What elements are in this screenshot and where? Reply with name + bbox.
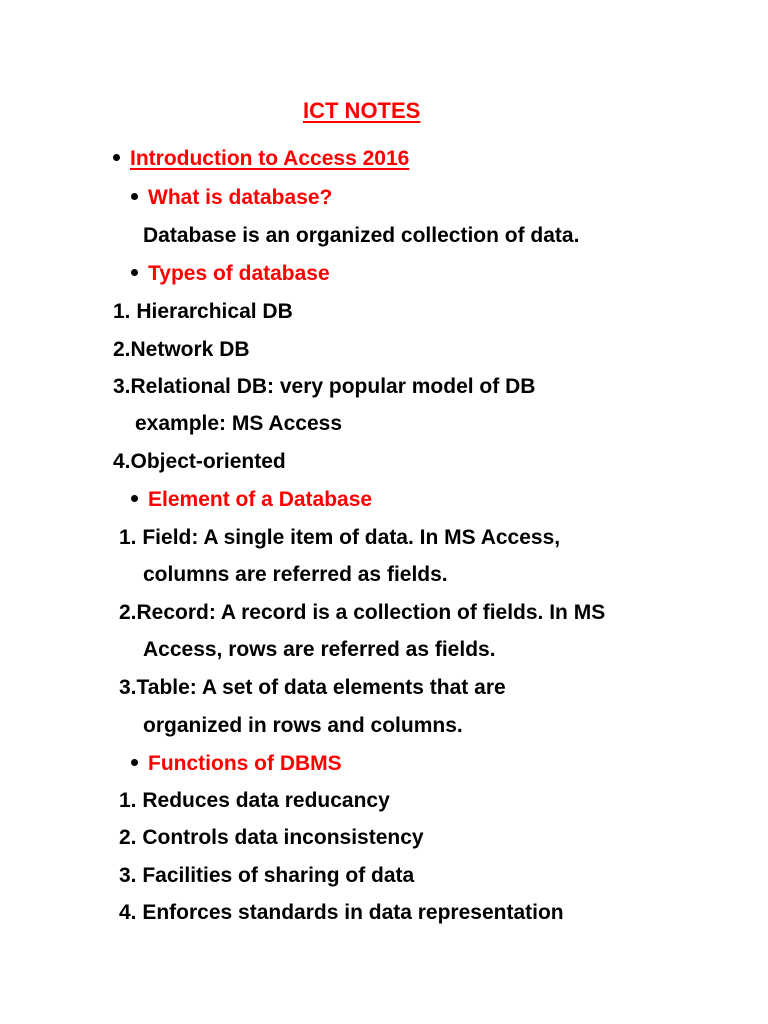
list-item: 1. Field: A single item of data. In MS Access,	[119, 526, 561, 549]
subheading-functions	[131, 751, 342, 777]
subheading-functions-label: Functions of DBMS	[148, 752, 342, 775]
bullet-icon	[131, 193, 138, 200]
list-item: 4. Enforces standards in data representation	[119, 901, 564, 924]
list-item-continuation: organized in rows and columns.	[143, 714, 463, 737]
subheading-what-is-database	[131, 185, 332, 211]
section-introduction-label: Introduction to Access 2016	[130, 147, 410, 170]
bullet-icon	[131, 495, 138, 502]
list-item: 2.Record: A record is a collection of fields. In MS	[119, 601, 606, 624]
bullet-icon	[131, 759, 138, 766]
list-item-continuation: Access, rows are referred as fields.	[143, 638, 496, 661]
list-item: 4.Object-oriented	[113, 450, 286, 473]
list-item: 3.Table: A set of data elements that are	[119, 676, 506, 699]
list-item: 1. Reduces data reducancy	[119, 789, 390, 812]
list-item: 2.Network DB	[113, 338, 250, 361]
definition-text: Database is an organized collection of data.	[143, 224, 580, 247]
subheading-elements-label: Element of a Database	[148, 488, 373, 511]
subheading-elements	[131, 487, 372, 513]
page-title: ICT NOTES	[303, 98, 421, 123]
list-item: 3.Relational DB: very popular model of DB	[113, 375, 536, 398]
section-introduction	[113, 146, 409, 172]
subheading-types-label: Types of database	[148, 262, 330, 285]
list-item: 3. Facilities of sharing of data	[119, 864, 415, 887]
subheading-types	[131, 261, 330, 287]
bullet-icon	[113, 154, 120, 161]
list-item-continuation: example: MS Access	[135, 412, 342, 435]
subheading-what-is-database-label: What is database?	[148, 186, 333, 209]
list-item-continuation: columns are referred as fields.	[143, 563, 448, 586]
list-item: 2. Controls data inconsistency	[119, 826, 424, 849]
list-item: 1. Hierarchical DB	[113, 300, 293, 323]
bullet-icon	[131, 269, 138, 276]
